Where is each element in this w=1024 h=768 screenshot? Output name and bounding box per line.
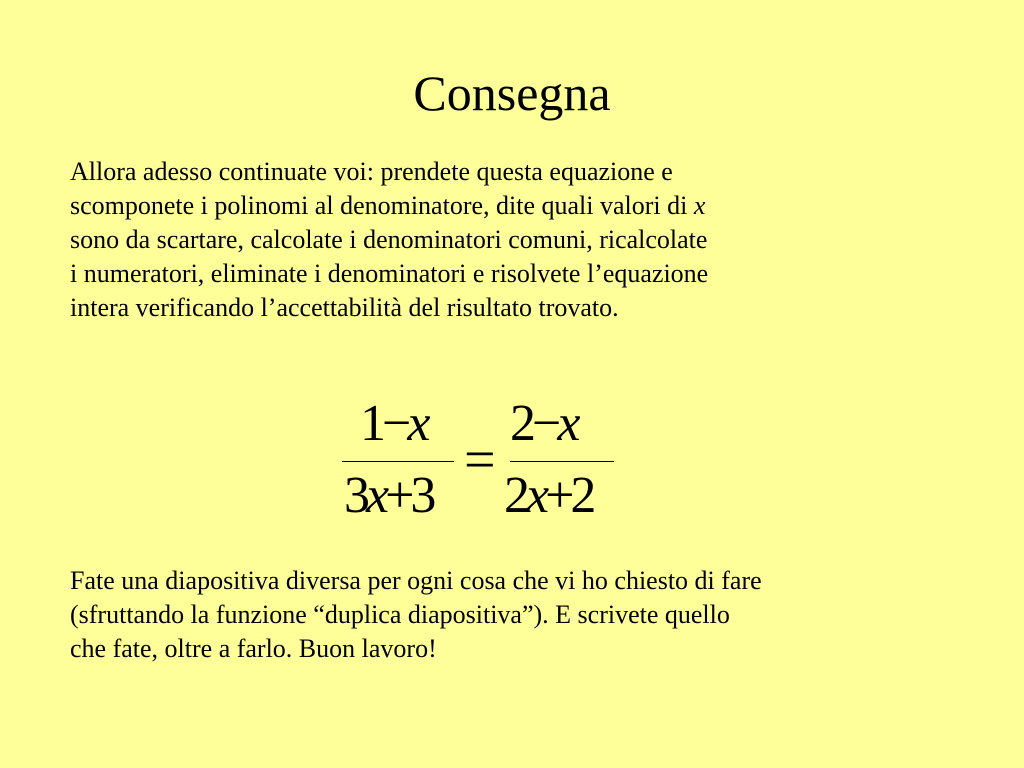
closing-paragraph [70,564,970,666]
variable-x: x [693,191,706,220]
paragraph-line-text: scomponete i polinomi al denominatore, dite quali valori di [70,191,688,220]
paragraph-line: i numeratori, eliminate i denominatori e risolvete l’equazione [70,259,709,288]
left-denominator: 3x+3 [344,467,433,524]
slide-title: Consegna [413,65,611,121]
paragraph-line [70,189,970,223]
paragraph-line: Allora adesso continuate voi: prendete questa equazione e [70,157,673,186]
left-fraction-bar [342,461,454,462]
left-numerator: 1−x [360,395,427,452]
paragraph-line: sono da scartare, calcolate i denominatori comuni, ricalcolate [70,225,708,254]
paragraph-line: che fate, oltre a farlo. Buon lavoro! [70,634,437,663]
paragraph-line: (sfruttando la funzione “duplica diapositiva”). E scrivete quello [70,600,730,629]
instructions-paragraph [70,155,970,325]
fractional-equation [338,390,628,530]
right-denominator: 2x+2 [504,467,593,524]
paragraph-line: Fate una diapositiva diversa per ogni cosa che vi ho chiesto di fare [70,566,762,595]
equals-sign: = [464,429,496,491]
paragraph-line: intera verificando l’accettabilità del risultato trovato. [70,293,619,322]
right-fraction-bar [510,461,614,462]
right-numerator: 2−x [510,395,577,452]
